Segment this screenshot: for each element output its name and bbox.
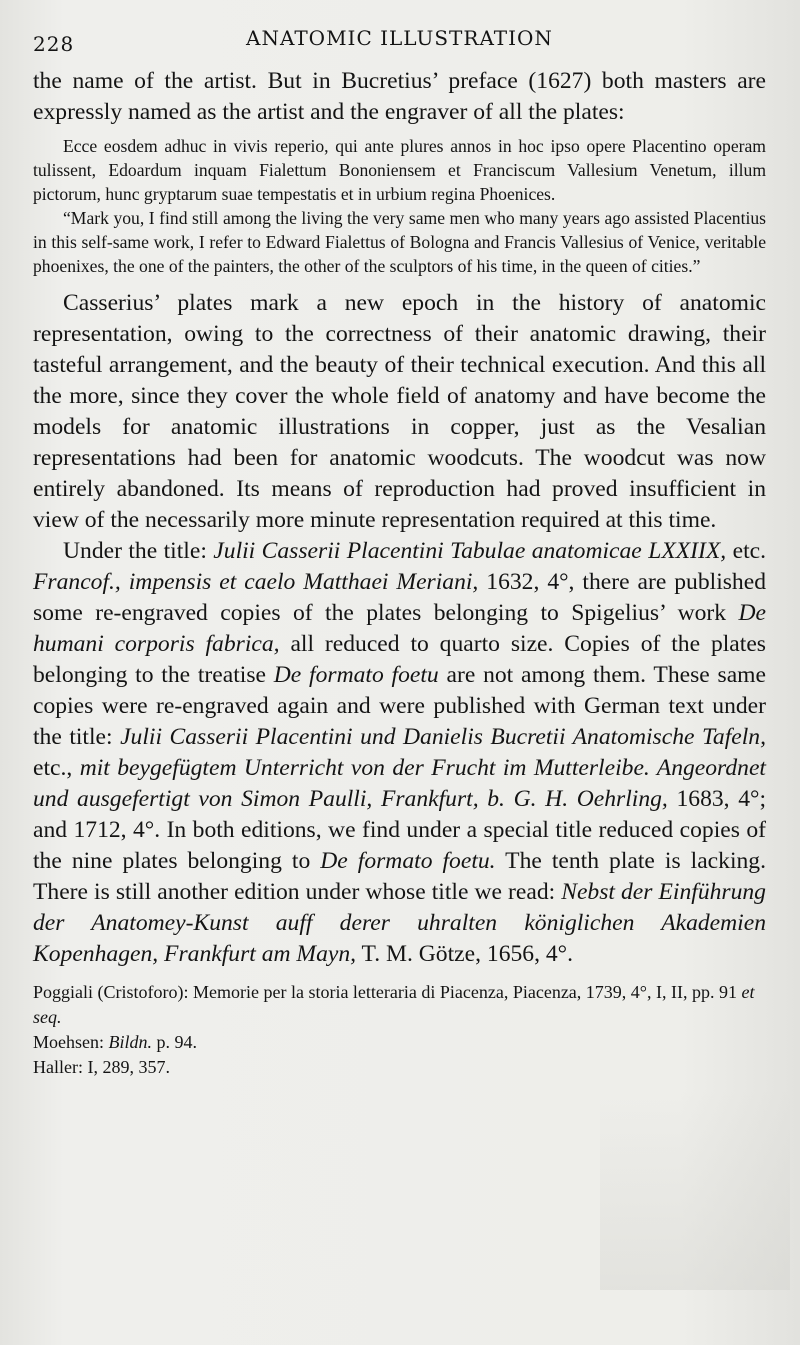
references [33,980,766,1080]
p3-text-5: are not among them. These same copies were re-engraved again and were published with German text under the title: [33,662,766,750]
p3-text-2: etc. [726,538,767,564]
p3-text-6: etc., [33,755,80,781]
p3-text-1: Under the title: [63,538,214,564]
reference-moehsen [33,1030,766,1055]
reference-haller: Haller: I, 289, 357. [33,1057,170,1077]
reference-poggiali-text: Poggiali (Cristoforo): Memorie per la storia letteraria di Piacenza, Piacenza, 1739, 4°, I, II, pp. 91 [33,982,742,1002]
reference-moehsen-italic: Bildn. [108,1032,152,1052]
p3-title-de-formato-1: De formato foetu [273,662,439,688]
p3-text-8: The tenth plate is lacking. There is still another edition under whose title we read: [33,848,766,905]
paragraph-1: the name of the artist. But in Bucretius’ preface (1627) both masters are expressly named as the artist and the engraver of all the plates: [33,68,766,125]
reference-poggiali-italic: et seq. [33,982,755,1027]
running-head: ANATOMIC ILLUSTRATION [246,26,553,50]
p3-title-anatomische-tafeln: Julii Casserii Placentini und Danielis Bucretii Anatomische Tafeln, [120,724,767,750]
paper-bleed-through [600,1090,790,1290]
p3-title-casserii-tabulae: Julii Casserii Placentini Tabulae anatomicae LXXIIX, [213,538,727,564]
p3-title-unterricht: mit beygefügtem Unterricht von der Frucht im Mutterleibe. Angeordnet und ausgefertigt von Simon Paulli, Frankfurt, b. G. H. Oehrling, [33,755,766,812]
p3-text-9: T. M. Götze, 1656, 4°. [356,941,574,967]
paragraph-2: Casserius’ plates mark a new epoch in the history of anatomic representation, owing to the correctness of their anatomic drawing, their tasteful arrangement, and the beauty of their technical execution. And this all the more, since they cover the whole field of anatomy and have become the models for anatomic illustrations in copper, just as the Vesalian representations had been for anatomic woodcuts. The woodcut was now entirely abandoned. Its means of reproduction had proved insufficient in view of the necessarily more minute representation required at this time. [33,290,766,533]
p3-title-de-humani: De humani corporis fabrica, [33,600,766,657]
p3-title-einfuhrung: Nebst der Einführung der Anatomey-Kunst auff derer uhralten königlichen Akademien Kopenhagen, Frankfurt am Mayn, [33,879,766,967]
p3-text-4: all reduced to quarto size. Copies of the plates belonging to the treatise [33,631,766,688]
reference-moehsen-text: Moehsen: [33,1032,109,1052]
p3-text-3: 1632, 4°, there are published some re-engraved copies of the plates belonging to Spigelius’ work [33,569,766,626]
p3-title-de-formato-2: De formato foetu. [320,848,496,874]
p3-text-7: 1683, 4°; and 1712, 4°. In both editions, we find under a special title reduced copies of the nine plates belonging to [33,786,767,874]
page-header [33,26,766,66]
page-number: 228 [33,32,75,56]
p3-francof-imprint: Francof., impensis et caelo Matthaei Meriani, [33,569,479,595]
reference-moehsen-tail: p. 94. [152,1032,197,1052]
reference-poggiali [33,980,766,1030]
latin-quote: Ecce eosdem adhuc in vivis reperio, qui ante plures annos in hoc ipso opere Placentino operam tulissent, Edoardum inquam Fialettum Bononiensem et Franciscum Vallesium Venetum, illum pictorum, hunc gryptarum suae tempestatis et in urbium regina Phoenices. [33,136,766,204]
english-quote: “Mark you, I find still among the living the very same men who many years ago assisted Placentius in this self-same work, I refer to Edward Fialettus of Bologna and Francis Vallesius of Venice, veritable phoenixes, the one of the painters, the other of the sculptors of his time, in the queen of cities.” [33,208,766,276]
paragraph-3 [33,536,766,970]
